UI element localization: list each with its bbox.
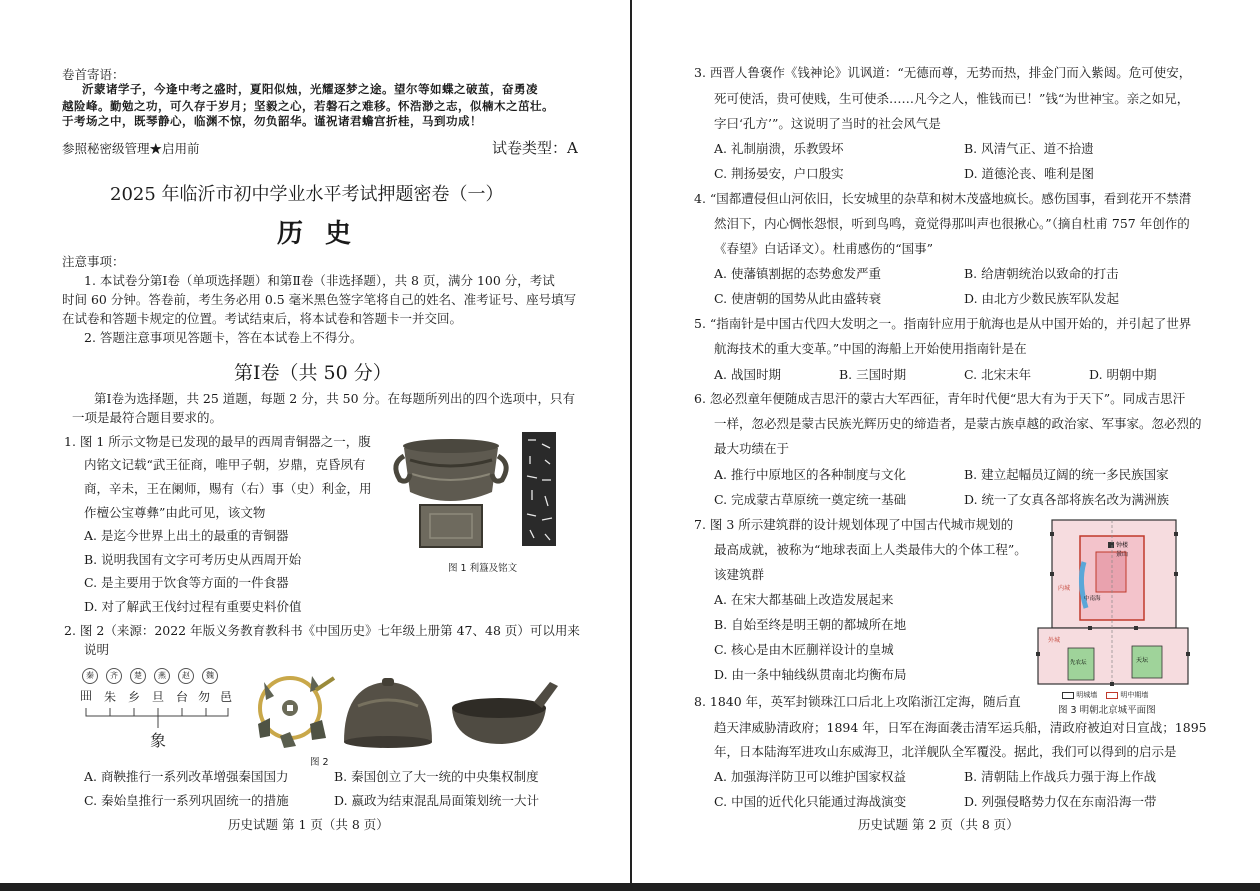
q3-option-a: A. 礼制崩溃，乐教毁坏 xyxy=(714,141,844,156)
q5-option-d: D. 明朝中期 xyxy=(1089,367,1157,382)
q5-stem-1: 5. “指南针是中国古代四大发明之一。指南针应用于航海也是从中国开始的，并引起了世界 xyxy=(694,316,1192,331)
q2-option-b: B. 秦国创立了大一统的中央集权制度 xyxy=(334,769,539,784)
script-4: 旦 xyxy=(152,690,165,704)
state-chu: 楚 xyxy=(130,668,146,684)
footer-page-2: 历史试题 第 2 页（共 8 页） xyxy=(858,817,1019,832)
figure-3-beijing-map xyxy=(1028,512,1198,690)
section-title: 第Ⅰ卷（共 50 分） xyxy=(234,362,392,384)
map-label-outer-city: 外城 xyxy=(1048,637,1061,644)
q2-option-c: C. 秦始皇推行一系列巩固统一的措施 xyxy=(84,793,289,808)
section-intro-1: 第Ⅰ卷为选择题，共 25 道题，每题 2 分，共 50 分。在每题所列出的四个选项中，只有 xyxy=(94,391,576,406)
greeting-line-1: 沂蒙诸学子，今逢中考之盛时，夏阳似烛，光耀逐梦之途。望尔等如蝶之破茧，奋勇凌 xyxy=(82,82,538,96)
q8-option-b: B. 清朝陆上作战兵力强于海上作战 xyxy=(964,769,1157,784)
q1-stem-1: 1. 图 1 所示文物是已发现的最早的西周青铜器之一，腹 xyxy=(64,434,371,449)
q1-option-c: C. 是主要用于饮食等方面的一件食器 xyxy=(84,575,289,590)
legend-ming-wall: 明城墙 xyxy=(1076,691,1098,699)
note-line-2: 时间 60 分钟。答卷前，考生务必用 0.5 毫米黑色签字笔将自己的姓名、准考证号、座号填写 xyxy=(62,292,577,307)
q1-option-a: A. 是迄今世界上出土的最重的青铜器 xyxy=(84,528,289,543)
map-legend xyxy=(1062,690,1148,700)
figure-3-caption: 图 3 明朝北京城平面图 xyxy=(1058,705,1156,716)
section-intro-2: 一项是最符合题目要求的。 xyxy=(72,410,223,425)
q6-stem-2: 一样，忽必烈是蒙古民族光辉历史的缔造者，是蒙古族卓越的政治家、军事家。忽必烈的 xyxy=(714,416,1202,431)
q6-stem-1: 6. 忽必烈童年便随成吉思汗的蒙古大军西征，青年时代便“思大有为于天下”。同成吉思汗 xyxy=(694,391,1186,406)
q7-option-a: A. 在宋大都基础上改造发展起来 xyxy=(714,592,894,607)
q6-option-d: D. 统一了女真各部将族名改为满洲族 xyxy=(964,492,1170,507)
note-line-1: 1. 本试卷分第Ⅰ卷（单项选择题）和第Ⅱ卷（非选择题），共 8 页，满分 100 分，考试 xyxy=(84,273,555,288)
map-label-inner-city: 内城 xyxy=(1058,585,1071,592)
q5-stem-2: 航海技术的重大变革。”中国的海船上开始使用指南针是在 xyxy=(714,341,1027,356)
q3-stem-1: 3. 西晋人鲁褒作《钱神论》讥讽道：“无德而尊，无势而热，排金门而入紫闼。危可使安， xyxy=(694,65,1192,80)
q1-option-d: D. 对了解武王伐纣过程有重要史料价值 xyxy=(84,599,302,614)
page-right xyxy=(632,0,1260,891)
q6-option-b: B. 建立起幅员辽阔的统一多民族国家 xyxy=(964,467,1169,482)
q7-stem-2: 最高成就，被称为“地球表面上人类最伟大的个体工程”。 xyxy=(714,542,1027,557)
q3-option-d: D. 道德沦丧、唯利是图 xyxy=(964,166,1095,181)
bronze-weight-image xyxy=(338,676,438,752)
note-line-3: 在试卷和答题卡规定的位置。考试结束后，将本试卷和答题卡一并交回。 xyxy=(62,311,463,326)
legend-mid-ming-wall: 明中期墙 xyxy=(1120,691,1149,699)
q3-option-c: C. 荆扬晏安，户口殷实 xyxy=(714,166,844,181)
q7-option-d: D. 由一条中轴线纵贯南北均衡布局 xyxy=(714,667,907,682)
greeting-title: 卷首寄语： xyxy=(62,67,125,82)
q1-stem-4: 作檀公宝尊彝”由此可见，该文物 xyxy=(84,505,266,520)
state-wei: 魏 xyxy=(202,668,218,684)
script-3: 乡 xyxy=(128,690,141,704)
map-label-bell-tower: 钟楼 xyxy=(1116,542,1129,549)
figure-1-bronze-gui-image xyxy=(390,430,560,550)
q4-option-d: D. 由北方少数民族军队发起 xyxy=(964,291,1120,306)
greeting-line-2: 越险峰。勤勉之功，可久存于岁月；坚毅之心，若磐石之难移。怀浩渺之志，似楠木之茁壮。 xyxy=(62,99,554,113)
q5-option-a: A. 战国时期 xyxy=(714,367,781,382)
unified-script: 象 xyxy=(150,731,167,750)
map-label-jingshan: 景山 xyxy=(1116,551,1129,558)
q4-option-b: B. 给唐朝统治以致命的打击 xyxy=(964,266,1119,281)
script-1: 𡆪 xyxy=(80,689,93,703)
state-qi: 齐 xyxy=(106,668,122,684)
q2-option-d: D. 嬴政为结束混乱局面策划统一大计 xyxy=(334,793,540,808)
footer-page-1: 历史试题 第 1 页（共 8 页） xyxy=(228,817,389,832)
script-2: 朱 xyxy=(104,690,117,704)
q8-option-d: D. 列强侵略势力仅在东南沿海一带 xyxy=(964,794,1157,809)
q1-stem-3: 商，辛未，王在阑师，赐有（右）事（史）利金，用 xyxy=(84,481,372,496)
script-7: 邑 xyxy=(220,690,233,704)
q2-stem-2: 说明 xyxy=(84,642,110,657)
exam-title: 2025 年临沂市初中学业水平考试押题密卷（一） xyxy=(110,184,504,205)
subject-title: 历史 xyxy=(277,219,374,249)
q4-option-c: C. 使唐朝的国势从此由盛转衰 xyxy=(714,291,882,306)
q8-stem-3: 年，日本陆海军进攻山东威海卫，北洋舰队全军覆没。据此，我们可以得到的启示是 xyxy=(714,744,1177,759)
q6-option-c: C. 完成蒙古草原统一奠定统一基础 xyxy=(714,492,907,507)
script-5: 台 xyxy=(176,690,189,704)
greeting-line-3: 于考场之中，既琴静心，临渊不惊，勿负韶华。谨祝诸君蟾宫折桂，马到功成！ xyxy=(62,114,482,128)
bronze-measure-image xyxy=(446,678,562,748)
secret-label: 参照秘密级管理★启用前 xyxy=(62,141,200,156)
q3-option-b: B. 风清气正、道不拾遗 xyxy=(964,141,1094,156)
q6-option-a: A. 推行中原地区的各种制度与文化 xyxy=(714,467,906,482)
q5-option-c: C. 北宋末年 xyxy=(964,367,1032,382)
q1-stem-2: 内铭文记载“武王征商，唯甲子朝，岁鼎，克昏夙有 xyxy=(84,457,366,472)
q5-option-b: B. 三国时期 xyxy=(839,367,907,382)
q4-stem-3: 《春望》白话译文）。杜甫感伤的“国事” xyxy=(714,241,934,256)
q2-stem-1: 2. 图 2（来源：2022 年版义务教育教科书《中国历史》七年级上册第 47、48 页）可以用来 xyxy=(64,623,580,638)
note-line-4: 2. 答题注意事项见答题卡，答在本试卷上不得分。 xyxy=(84,330,363,345)
q8-stem-2: 趋天津威胁清政府；1894 年，日军在海面袭击清军运兵船，清政府被迫对日宣战；1895 xyxy=(714,720,1207,735)
state-zhao: 赵 xyxy=(178,668,194,684)
bottom-bar xyxy=(0,883,1260,891)
q4-stem-2: 然泪下，内心惆怅怨恨，听到鸟鸣，竟觉得那叫声也很揪心。”（摘自杜甫 757 年创作的 xyxy=(714,216,1190,231)
q8-option-a: A. 加强海洋防卫可以维护国家权益 xyxy=(714,769,906,784)
map-label-zhongnanhai: 中南海 xyxy=(1084,596,1101,602)
q1-option-b: B. 说明我国有文字可考历史从西周开始 xyxy=(84,552,302,567)
q8-stem-1: 8. 1840 年，英军封锁珠江口后北上攻陷浙江定海，随后直 xyxy=(694,694,1021,709)
state-qin: 秦 xyxy=(82,668,98,684)
figure-2-scripts-chart xyxy=(78,668,248,752)
q8-option-c: C. 中国的近代化只能通过海战演变 xyxy=(714,794,907,809)
map-label-temple-of-heaven: 天坛 xyxy=(1136,657,1149,664)
figure-1-caption: 图 1 利簋及铭文 xyxy=(448,563,518,574)
q3-stem-3: 字曰‘孔方’”。这说明了当时的社会风气是 xyxy=(714,116,941,131)
q7-option-b: B. 自始至终是明王朝的都城所在地 xyxy=(714,617,907,632)
q3-stem-2: 死可使活，贵可使贱，生可使杀……凡今之人，惟钱而已！”钱“为世神宝。亲之如兄， xyxy=(714,91,1190,106)
q7-option-c: C. 核心是由木匠蒯祥设计的皇城 xyxy=(714,642,894,657)
notes-title: 注意事项： xyxy=(62,254,125,269)
q6-stem-3: 最大功绩在于 xyxy=(714,441,790,456)
q2-option-a: A. 商鞅推行一系列改革增强秦国国力 xyxy=(84,769,289,784)
map-label-xiannongtan: 先农坛 xyxy=(1070,660,1087,666)
script-6: 勿 xyxy=(198,690,211,704)
q7-stem-1: 7. 图 3 所示建筑群的设计规划体现了中国古代城市规划的 xyxy=(694,517,1014,532)
paper-type: 试卷类型：A xyxy=(492,139,578,157)
q4-stem-1: 4. “国都遭侵但山河依旧，长安城里的杂草和树木茂盛地疯长。感伤国事，看到花开不禁潸 xyxy=(694,191,1192,206)
coins-image xyxy=(250,666,336,750)
figure-2-caption: 图 2 xyxy=(310,757,329,768)
q4-option-a: A. 使藩镇割据的态势愈发严重 xyxy=(714,266,881,281)
q7-stem-3: 该建筑群 xyxy=(714,567,765,582)
state-yan: 燕 xyxy=(154,668,170,684)
